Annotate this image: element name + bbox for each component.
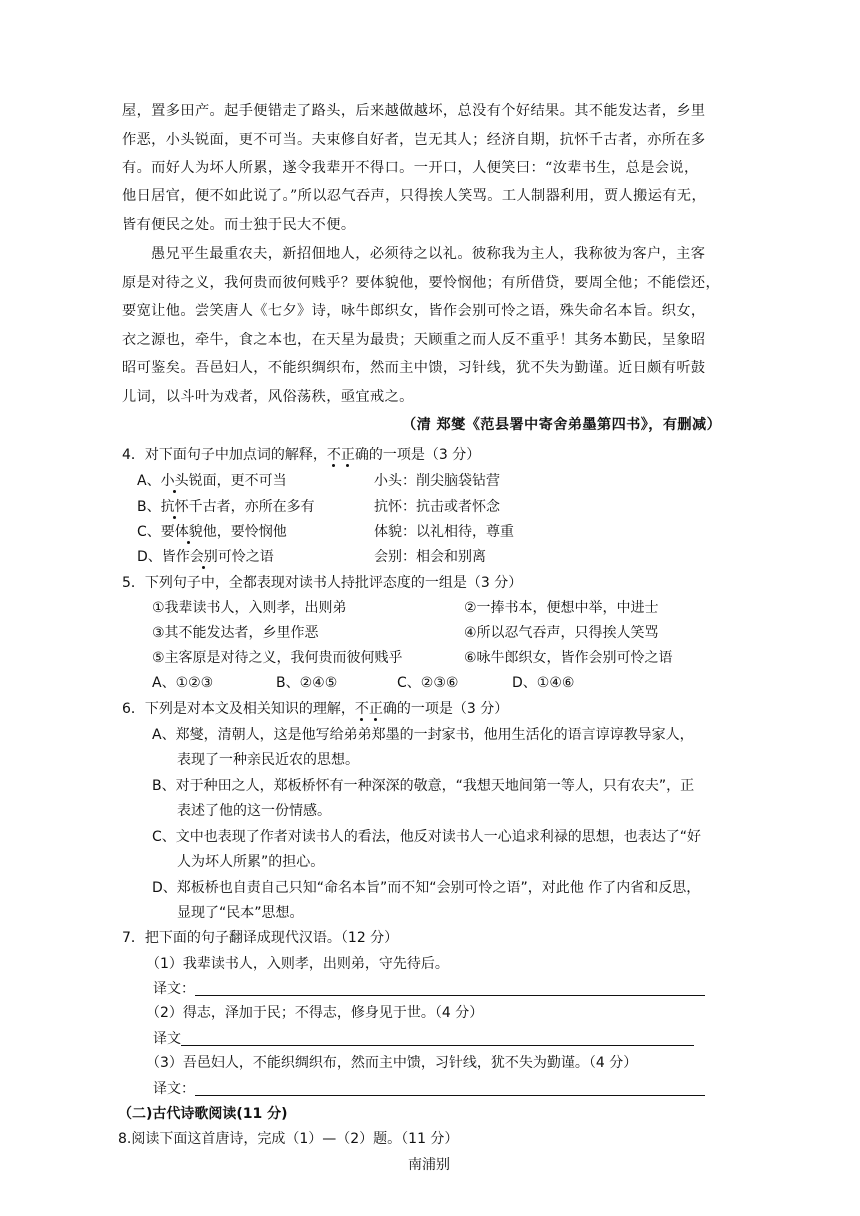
passage-line: 他日居官，便不如此说了。”所以忍气吞声，只得挨人笑骂。工人制器利用，贾人搬运有无，	[122, 188, 707, 204]
q5-choice-b: B、②④⑤	[276, 675, 338, 691]
q7-answer-1: 译文：	[153, 981, 705, 996]
q6-stem: 6．下列是对本文及相关知识的理解，不正确的一项是（3 分）	[122, 701, 509, 717]
q4-option-d: D、皆作会别可怜之语	[137, 549, 274, 565]
q7-answer-2: 译文	[153, 1031, 694, 1046]
q5-item: ②一捧书本，便想中举，中进士	[464, 600, 659, 616]
q5-choice-a: A、①②③	[152, 675, 214, 691]
passage-line: 作恶，小头锐面，更不可当。夫束修自好者，岂无其人；经济自期，抗怀千古者，亦所在多	[122, 132, 706, 148]
q4-option-a: A、小头锐面，更不可当	[137, 473, 287, 489]
passage-line: 儿词，以斗叶为戏者，风俗荡秩，亟宜戒之。	[122, 389, 414, 405]
q5-choice-c: C、②③⑥	[397, 675, 459, 691]
passage-line: 皆有便民之处。而士独于民大不便。	[122, 217, 356, 233]
q4-gloss-a: 小头：削尖脑袋钻营	[374, 473, 500, 489]
passage-line: 有。而好人为坏人所累，遂令我辈开不得口。一开口，人便笑曰：“汝辈书生，总是会说，	[122, 160, 699, 176]
passage-line: 原是对待之义，我何贵而彼何贱乎？要体貌他，要怜悯他；有所借贷，要周全他；不能偿还，	[122, 275, 721, 291]
q4-gloss-c: 体貌：以礼相待，尊重	[374, 524, 514, 540]
q6-option-b-cont: 表述了他的这一份情感。	[177, 803, 331, 819]
q4-gloss-d: 会别：相会和别离	[374, 549, 486, 565]
q7-item-3: （3）吾邑妇人，不能织绸织布，然而主中馈，习针线，犹不失为勤谨。（4 分）	[146, 1055, 638, 1071]
passage-line: 屋，置多田产。起手便错走了路头，后来越做越坏，总没有个好结果。其不能发达者，乡里	[122, 103, 706, 119]
answer-blank[interactable]	[181, 1031, 694, 1046]
q6-option-a-cont: 表现了一种亲民近农的思想。	[177, 752, 359, 768]
q8-stem: 8.阅读下面这首唐诗，完成（1）—（2）题。（11 分）	[118, 1131, 459, 1147]
q6-option-c-cont: 人为坏人所累”的担心。	[177, 854, 325, 870]
passage-line: 愚兄平生最重农夫，新招佃地人，必须待之以礼。彼称我为主人，我称彼为客户，主客	[151, 246, 706, 262]
poem-title: 南浦别	[408, 1157, 450, 1173]
q6-option-d-cont: 显现了“民本”思想。	[177, 905, 304, 921]
q6-option-b: B、对于种田之人，郑板桥怀有一种深深的敬意，“我想天地间第一等人，只有农夫”，正	[152, 778, 695, 794]
q7-stem: 7．把下面的句子翻译成现代汉语。（12 分）	[122, 930, 399, 946]
q4-stem: 4．对下面句子中加点词的解释，不正确的一项是（3 分）	[122, 447, 481, 463]
q6-option-d: D、郑板桥也自责自己只知“命名本旨”而不知“会别可怜之语”，对此他 作了内省和反思，	[152, 880, 701, 896]
q5-choice-d: D、①④⑥	[512, 675, 575, 691]
q7-item-1: （1）我辈读书人，入则孝，出则弟，守先待后。	[146, 956, 449, 972]
passage-source: （清 郑燮《范县署中寄舍弟墨第四书》，有删减）	[402, 417, 722, 433]
section-heading: （二)古代诗歌阅读(11 分)	[118, 1106, 288, 1122]
passage-line: 要宽让他。尝笑唐人《七夕》诗，咏牛郎织女，皆作会别可怜之语，殊失命名本旨。织女，	[122, 303, 706, 319]
q5-stem: 5．下列句子中，全都表现对读书人持批评态度的一组是（3 分）	[122, 575, 523, 591]
q6-option-c: C、文中也表现了作者对读书人的看法，他反对读书人一心追求利禄的思想，也表达了“好	[152, 829, 702, 845]
q5-item: ④所以忍气吞声，只得挨人笑骂	[464, 625, 659, 641]
passage-line: 昭可鉴矣。吾邑妇人，不能织绸织布，然而主中馈，习针线，犹不失为勤谨。近日颇有听鼓	[122, 360, 706, 376]
q6-option-a: A、郑燮，清朝人，这是他写给弟弟郑墨的一封家书，他用生活化的语言谆谆教导家人，	[152, 727, 694, 743]
q7-answer-3: 译文：	[153, 1081, 705, 1096]
q5-item: ⑤主客原是对待之义，我何贵而彼何贱乎	[152, 650, 403, 666]
q5-item: ⑥咏牛郎织女，皆作会别可怜之语	[464, 650, 673, 666]
q5-item: ③其不能发达者，乡里作恶	[152, 625, 319, 641]
q5-item: ①我辈读书人，入则孝，出则弟	[152, 600, 347, 616]
q4-gloss-b: 抗怀：抗击或者怀念	[374, 499, 500, 515]
passage-line: 衣之源也，牵牛，食之本也，在天星为最贵；天顾重之而人反不重乎！其务本勤民，呈象昭	[122, 332, 706, 348]
answer-blank[interactable]	[195, 981, 705, 996]
q4-option-c: C、要体貌他，要怜悯他	[137, 524, 287, 540]
q4-option-b: B、抗怀千古者，亦所在多有	[137, 499, 315, 515]
q7-item-2: （2）得志，泽加于民；不得志，修身见于世。（4 分）	[146, 1005, 484, 1021]
answer-blank[interactable]	[195, 1081, 705, 1096]
